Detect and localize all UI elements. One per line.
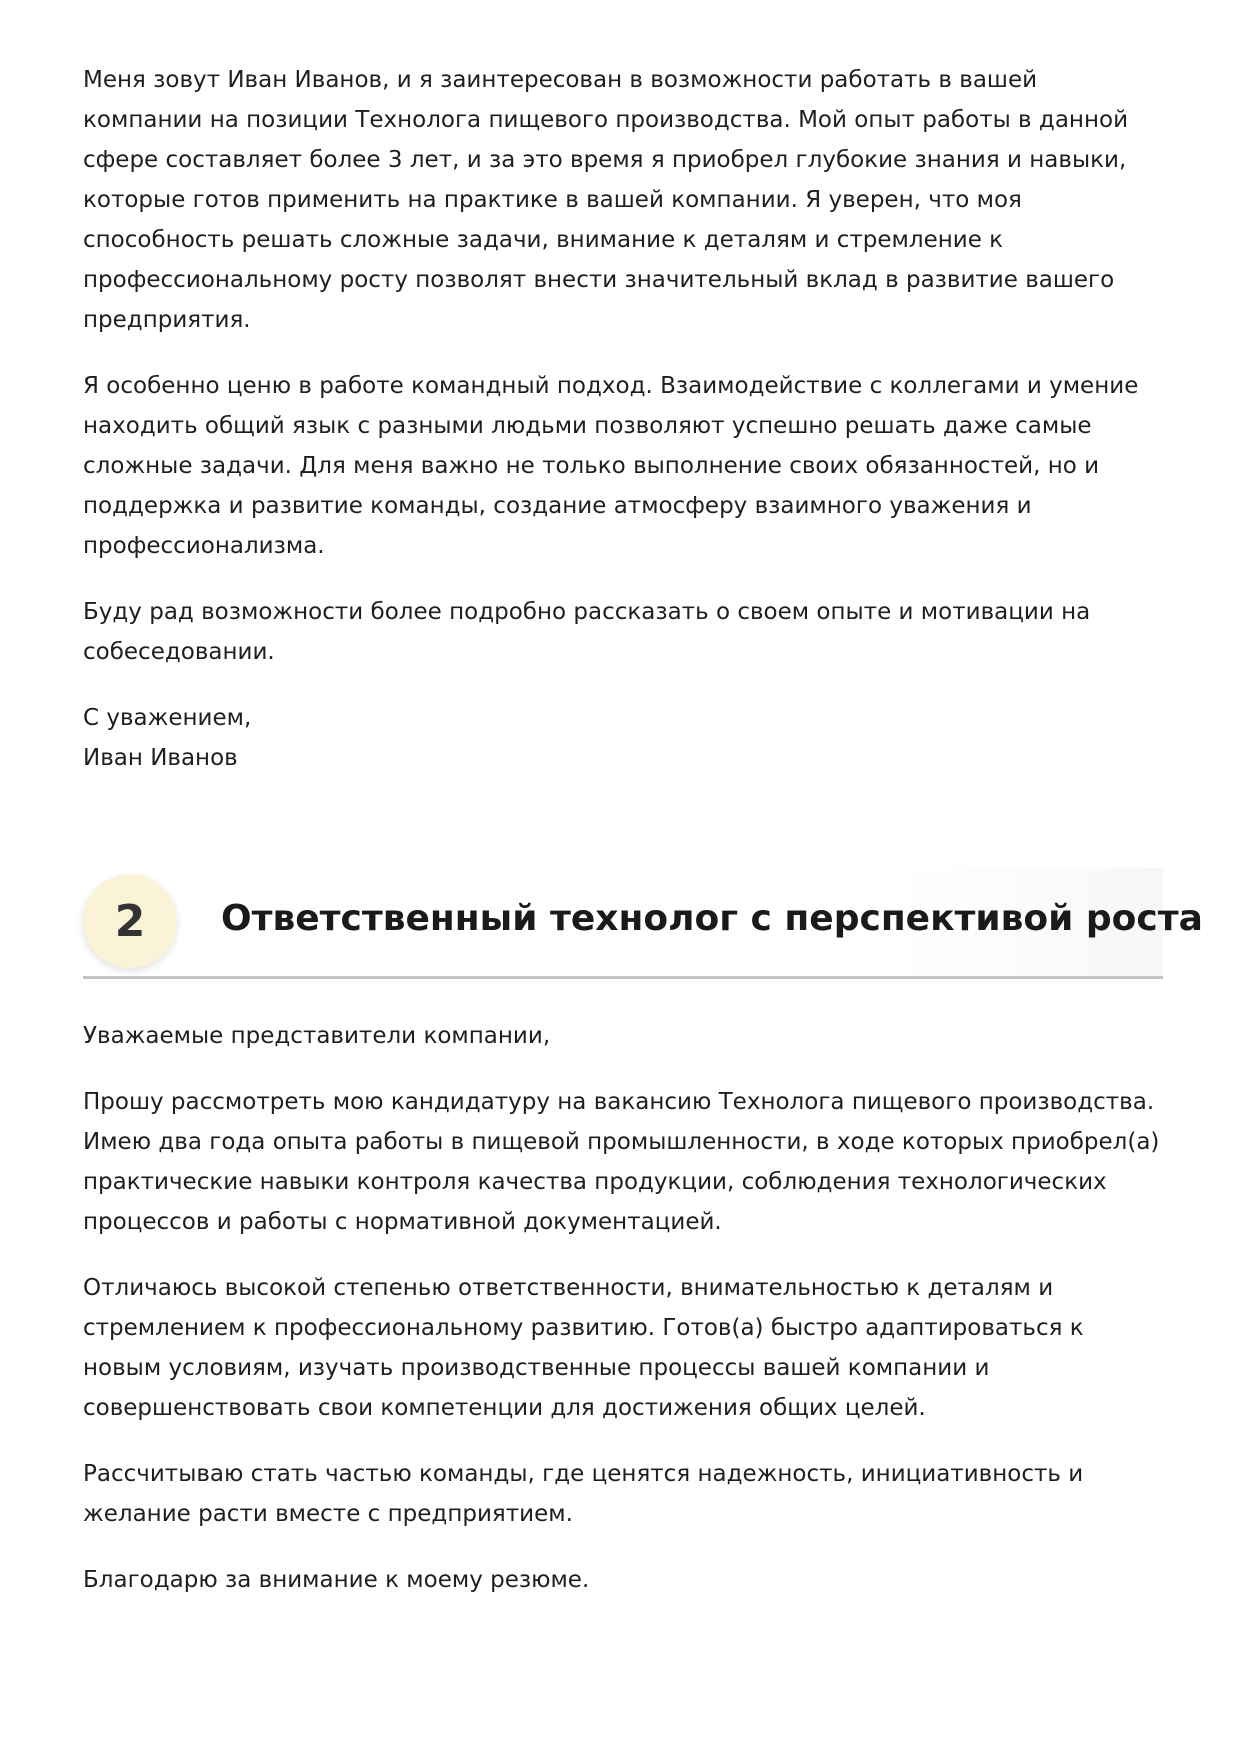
letter-closing: С уважением, bbox=[83, 705, 252, 731]
letter-paragraph: Прошу рассмотреть мою кандидатуру на вакансию Технолога пищевого производства. Имею два года опыта работы в пищевой промышленности, в ходе которых приобрел(а) практические навыки контроля качества продукции, соблюдения технологических процессов и работы с нормативной документацией. bbox=[83, 1089, 1160, 1235]
section-number-badge: 2 bbox=[83, 874, 177, 968]
letter-paragraph: Благодарю за внимание к моему резюме. bbox=[83, 1567, 590, 1593]
section-title: Ответственный технолог с перспективой роста bbox=[221, 898, 1203, 939]
section-divider bbox=[83, 976, 1163, 979]
letter-greeting: Уважаемые представители компании, bbox=[83, 1023, 551, 1049]
letter-paragraph: Рассчитываю стать частью команды, где ценятся надежность, инициативность и желание расти вместе с предприятием. bbox=[83, 1461, 1084, 1527]
letter-paragraph: Я особенно ценю в работе командный подход. Взаимодействие с коллегами и умение находить общий язык с разными людьми позволяют успешно решать даже самые сложные задачи. Для меня важно не только выполнение своих обязанностей, но и поддержка и развитие команды, создание атмосферу взаимного уважения и профессионализма. bbox=[83, 373, 1139, 559]
letter-paragraph: Отличаюсь высокой степенью ответственности, внимательностью к деталям и стремлением к профессиональному развитию. Готов(а) быстро адаптироваться к новым условиям, изучать производственные процессы вашей компании и совершенствовать свои компетенции для достижения общих целей. bbox=[83, 1275, 1084, 1421]
letter-paragraph: Меня зовут Иван Иванов, и я заинтересован в возможности работать в вашей компании на позиции Технолога пищевого производства. Мой опыт работы в данной сфере составляет более 3 лет, и за это время я приобрел глубокие знания и навыки, которые готов применить на практике в вашей компании. Я уверен, что моя способность решать сложные задачи, внимание к деталям и стремление к профессиональному росту позволят внести значительный вклад в развитие вашего предприятия. bbox=[83, 67, 1129, 333]
letter-paragraph: Буду рад возможности более подробно рассказать о своем опыте и мотивации на собеседовании. bbox=[83, 599, 1091, 665]
cover-letter-2 bbox=[83, 1016, 1163, 1626]
letter-signature: Иван Иванов bbox=[83, 745, 238, 771]
section-header bbox=[83, 868, 1203, 982]
cover-letter-1 bbox=[83, 60, 1163, 804]
